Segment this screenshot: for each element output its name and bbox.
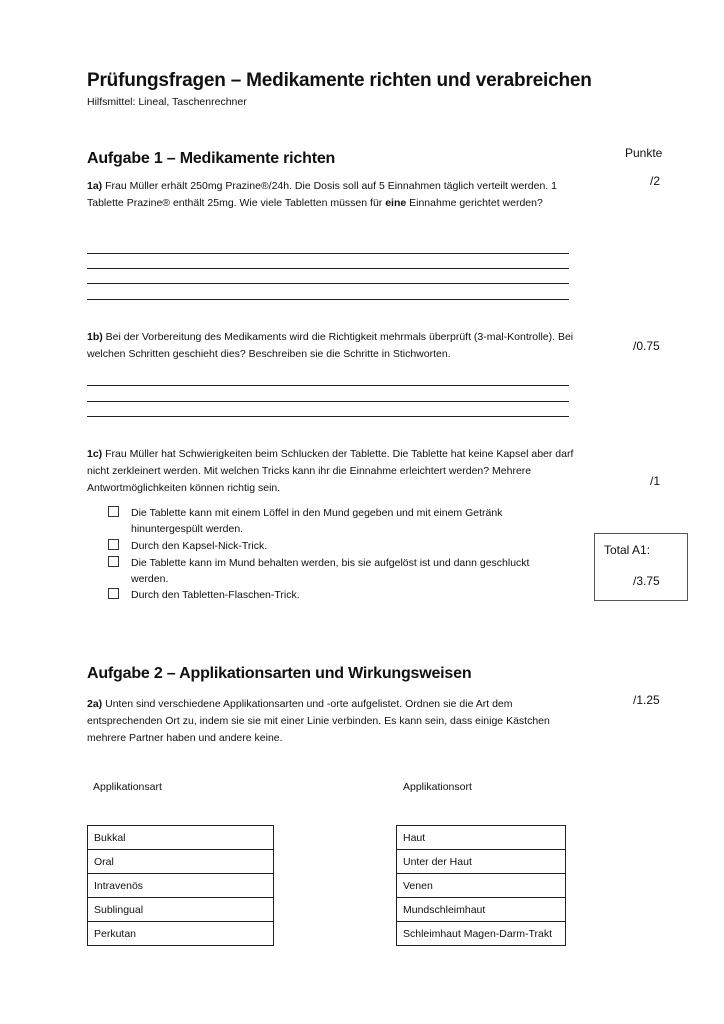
question-label: 1a) [87,180,103,192]
match-box-ort[interactable]: Unter der Haut [397,850,566,874]
column-header-art: Applikationsart [93,781,162,793]
points-1c: /1 [650,474,661,488]
question-1b [87,329,582,363]
points-2a: /1.25 [633,693,660,707]
section2-heading: Aufgabe 2 – Applikationsarten und Wirkungsweisen [87,665,472,682]
question-2a [87,696,582,747]
match-box-ort[interactable]: Venen [397,874,566,898]
application-site-table [396,825,566,946]
option-item[interactable] [108,505,568,537]
match-box-ort[interactable]: Schleimhaut Magen-Darm-Trakt [397,922,566,946]
match-box-art[interactable]: Bukkal [88,826,274,850]
column-header-ort: Applikationsort [403,781,472,793]
section1-heading: Aufgabe 1 – Medikamente richten [87,150,336,167]
question-text: Unten sind verschiedene Applikationsarten und -orte aufgelistet. Ordnen sie die Art dem entsprechenden Ort zu, indem sie sie mit einer Linie verbinden. Es kann sein, dass einige Kästchen mehrere Partner haben und andere keine. [87,698,550,744]
answer-line[interactable] [87,253,569,254]
question-text: Bei der Vorbereitung des Medikaments wird die Richtigkeit mehrmals überprüft (3-mal-Kontrolle). Bei welchen Schritten geschieht dies? Beschreiben sie die Schritte in Stichworten. [87,331,574,360]
match-box-art[interactable]: Sublingual [88,898,274,922]
points-1a: /2 [650,174,661,188]
question-text: Frau Müller hat Schwierigkeiten beim Schlucken der Tablette. Die Tablette hat keine Kapsel aber darf nicht zerkleinert werden. Mit welchen Tricks kann ihr die Einnahme erleichtert werden? Mehrere Antwortmöglichkeiten können richtig sein. [87,448,574,494]
points-header: Punkte [625,146,663,160]
application-type-table [87,825,274,946]
answer-line[interactable] [87,401,569,402]
question-1a [87,178,582,212]
question-1c [87,446,582,497]
answer-line[interactable] [87,385,569,386]
answer-line[interactable] [87,283,569,284]
option-item[interactable] [108,587,568,603]
points-1b: /0.75 [633,339,660,353]
checkbox[interactable] [108,506,119,517]
match-box-art[interactable]: Oral [88,850,274,874]
question-label: 1b) [87,331,103,343]
match-box-ort[interactable]: Haut [397,826,566,850]
page-subtitle: Hilfsmittel: Lineal, Taschenrechner [87,96,247,108]
answer-line[interactable] [87,268,569,269]
option-label: Durch den Kapsel-Nick-Trick. [131,540,268,552]
total-label: Total A1: [604,543,651,557]
match-box-ort[interactable]: Mundschleimhaut [397,898,566,922]
checkbox[interactable] [108,588,119,599]
checkbox[interactable] [108,539,119,550]
question-label: 1c) [87,448,103,460]
option-label: Die Tablette kann im Mund behalten werden, bis sie aufgelöst ist und dann geschluckt werden. [131,557,530,585]
match-box-art[interactable]: Perkutan [88,922,274,946]
question-label: 2a) [87,698,103,710]
total-box [594,533,688,601]
question-text: Frau Müller erhält 250mg Prazine®/24h. Die Dosis soll auf 5 Einnahmen täglich verteilt werden. 1 Tablette Prazine® enthält 25mg. Wie viele Tabletten müssen für [87,180,557,209]
answer-line[interactable] [87,416,569,417]
option-item[interactable] [108,538,568,554]
total-value: /3.75 [633,574,660,588]
option-label: Durch den Tabletten-Flaschen-Trick. [131,589,300,601]
emphasis-word: eine [385,197,407,209]
page-title: Prüfungsfragen – Medikamente richten und verabreichen [87,70,592,91]
answer-line[interactable] [87,299,569,300]
match-box-art[interactable]: Intravenös [88,874,274,898]
question-text: Einnahme gerichtet werden? [406,197,543,209]
option-label: Die Tablette kann mit einem Löffel in den Mund gegeben und mit einem Getränk hinuntergespült werden. [131,507,503,535]
checkbox[interactable] [108,556,119,567]
option-item[interactable] [108,555,568,587]
